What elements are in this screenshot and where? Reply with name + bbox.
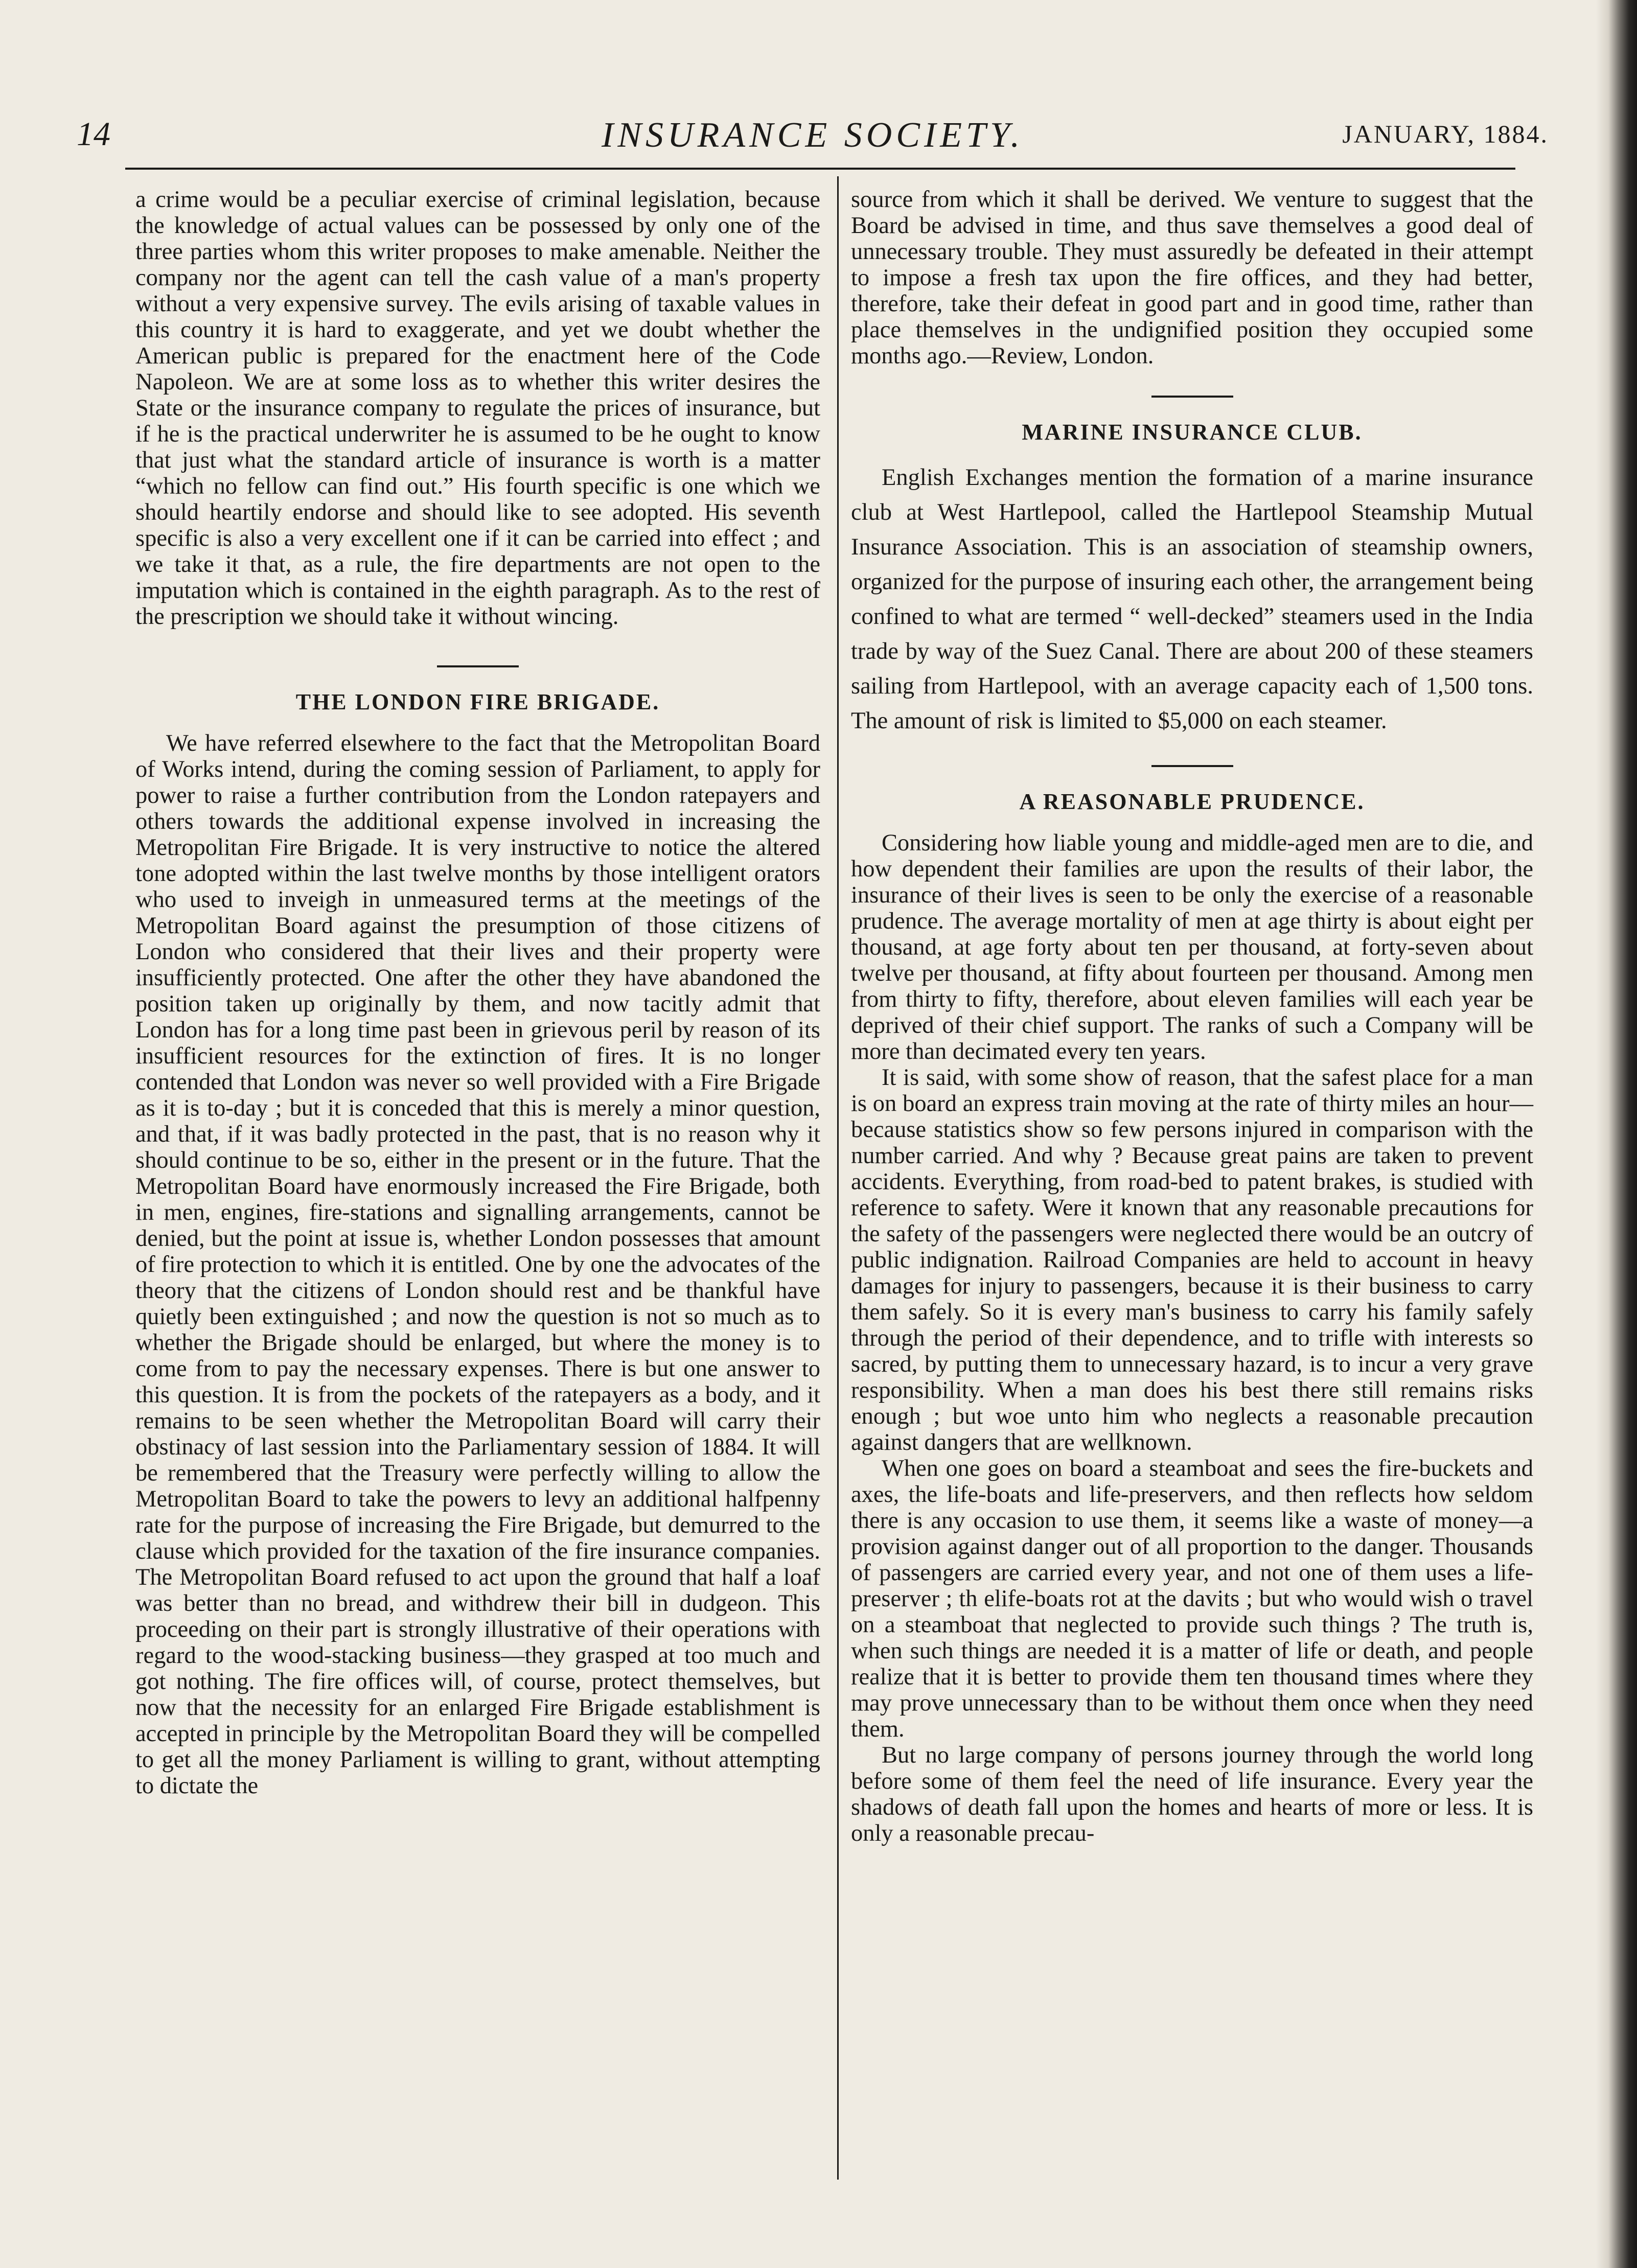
left-column (135, 187, 820, 1799)
heading-reasonable-prudence: A REASONABLE PRUDENCE. (1019, 789, 1365, 814)
page-number: 14 (77, 115, 110, 153)
right-paragraph-4: It is said, with some show of reason, that the safest place for a man is on board an express train moving at the rate of thirty miles an hour—because statistics show so few persons injured in comparison with the number carried. And why ? Because great pains are taken to prevent accidents. Everything, from road-bed to patent brakes, is studied with reference to safety. Were it known that any reasonable precautions for the safety of the passengers were neglected there would be an outcry of public indignation. Railroad Companies are held to account in heavy damages for injury to passengers, because it is their business to carry them safely. So it is every man's business to carry his family safely through the period of their dependence, and to trifle with interests so sacred, by putting them to unnecessary hazard, is to incur a very grave responsibility. When a man does his best there still remains risks enough ; but woe unto him who neglects a reasonable precaution against dangers that are wellknown. (851, 1064, 1533, 1455)
page-header (77, 115, 1549, 166)
left-paragraph-2: We have referred elsewhere to the fact that the Metropolitan Board of Works intend, during the coming session of Parliament, to apply for power to raise a further contribution from the London ratepayers and others towards the additional expense involved in increasing the Metropolitan Fire Brigade. It is very instructive to notice the altered tone adopted within the last twelve months by those intelligent orators who used to inveigh in unmeasured terms at the meetings of the Metropolitan Board against the presumption of those citizens of London who considered that their lives and their property were insufficiently protected. One after the other they have abandoned the position taken up originally by them, and now tacitly admit that London has for a long time past been in grievous peril by reason of its insufficient resources for the extinction of fires. It is no longer contended that London was never so well provided with a Fire Brigade as it is to-day ; but it is conceded that this is merely a minor question, and that, if it was badly protected in the past, that is no reason why it should continue to be so, either in the present or in the future. That the Metropolitan Board have enormously increased the Fire Brigade, both in men, engines, fire-stations and signalling arrangements, cannot be denied, but the point at issue is, whether London possesses that amount of fire protection to which it is entitled. One by one the advocates of the theory that the citizens of London should rest and be thankful have quietly been extinguished ; and now the question is not so much as to whether the Brigade should be enlarged, but where the money is to come from to pay the necessary expenses. There is but one answer to this question. It is from the pockets of the ratepayers as a body, and it remains to be seen whether the Metropolitan Board will carry their obstinacy of last session into the Parliamentary session of 1884. It will be remembered that the Treasury were perfectly willing to allow the Metropolitan Board to take the powers to levy an additional halfpenny rate for the purpose of increasing the Fire Brigade, but demurred to the clause which provided for the taxation of the fire insurance companies. The Metropolitan Board refused to act upon the ground that half a loaf was better than no bread, and withdrew their bill in dudgeon. This proceeding on their part is strongly illustrative of their operations with regard to the wood-stacking business—they grasped at too much and got nothing. The fire offices will, of course, protect themselves, but now that the necessity for an enlarged Fire Brigade establishment is accepted in principle by the Metropolitan Board they will be compelled to get all the money Parliament is willing to grant, without attempting to dictate the (135, 730, 820, 1799)
right-paragraph-3: Considering how liable young and middle-aged men are to die, and how dependent their families are upon the results of their labor, the insurance of their lives is seen to be only the exercise of a reasonable prudence. The average mortality of men at age thirty is about eight per thousand, at age forty about ten per thousand, at forty-seven about twelve per thousand, at fifty about fourteen per thousand. Among men from thirty to fifty, therefore, about eleven families will each year be deprived of their chief support. The ranks of such a Company will be more than decimated every ten years. (851, 830, 1533, 1064)
issue-date: JANUARY, 1884. (1342, 120, 1549, 148)
page-edge-shadow (1596, 0, 1637, 2268)
right-paragraph-1: source from which it shall be derived. We venture to suggest that the Board be advised in time, and thus save themselves a good deal of unnecessary trouble. They must assuredly be defeated in their attempt to impose a fresh tax upon the fire offices, and they had better, therefore, take their defeat in good part and in good time, rather than place themselves in the undignified position they occupied some months ago.—Review, London. (851, 187, 1533, 369)
header-rule (125, 168, 1515, 170)
right-column (851, 187, 1533, 1846)
right-paragraph-6: But no large company of persons journey through the world long before some of them feel the need of life insurance. Every year the shadows of death fall upon the homes and hearts of more or less. It is only a reasonable precau- (851, 1742, 1533, 1846)
heading-london-fire-brigade: THE LONDON FIRE BRIGADE. (295, 689, 660, 714)
right-paragraph-5: When one goes on board a steamboat and sees the fire-buckets and axes, the life-boats and life-preservers, and then reflects how seldom there is any occasion to use them, it seems like a waste of money—a provision against danger out of all proportion to the danger. Thousands of passengers are carried every year, and not one of them uses a life-preserver ; th elife-boats rot at the davits ; but who would wish o travel on a steamboat that neglected to provide such things ? The truth is, when such things are needed it is a matter of life or death, and people realize that it is better to provide them ten thousand times where they may prove unnecessary than to be without them once when they need them. (851, 1455, 1533, 1742)
column-divider (837, 176, 839, 2180)
right-paragraph-2: English Exchanges mention the formation of a marine insurance club at West Hartlepool, called the Hartlepool Steamship Mutual Insurance Association. This is an association of steamship owners, organized for the purpose of insuring each other, the arrangement being confined to what are termed “ well-decked” steamers used in the India trade by way of the Suez Canal. There are about 200 of these steamers sailing from Hartlepool, with an average capacity each of 1,500 tons. The amount of risk is limited to $5,000 on each steamer. (851, 465, 1533, 734)
heading-marine-insurance-club: MARINE INSURANCE CLUB. (1022, 420, 1363, 445)
publication-title: INSURANCE SOCIETY. (602, 115, 1024, 155)
left-paragraph-1: a crime would be a peculiar exercise of criminal legislation, because the knowledge of actual values can be possessed by only one of the three parties whom this writer proposes to make amenable. Neither the company nor the agent can tell the cash value of a man's property without a very expensive survey. The evils arising of taxable values in this country it is hard to exaggerate, and yet we doubt whether the American public is prepared for the enactment here of the Code Napoleon. We are at some loss as to whether this writer desires the State or the insurance company to regulate the prices of insurance, but if he is the practical underwriter he is assumed to be he ought to know that just what the standard article of insurance is worth is a matter “which no fellow can find out.” His fourth specific is one which we should heartily endorse and should like to see adopted. His seventh specific is also a very excellent one if it can be carried into effect ; and we take it that, as a rule, the fire departments are not open to the imputation which is contained in the eighth paragraph. As to the rest of the prescription we should take it without wincing. (135, 187, 820, 630)
